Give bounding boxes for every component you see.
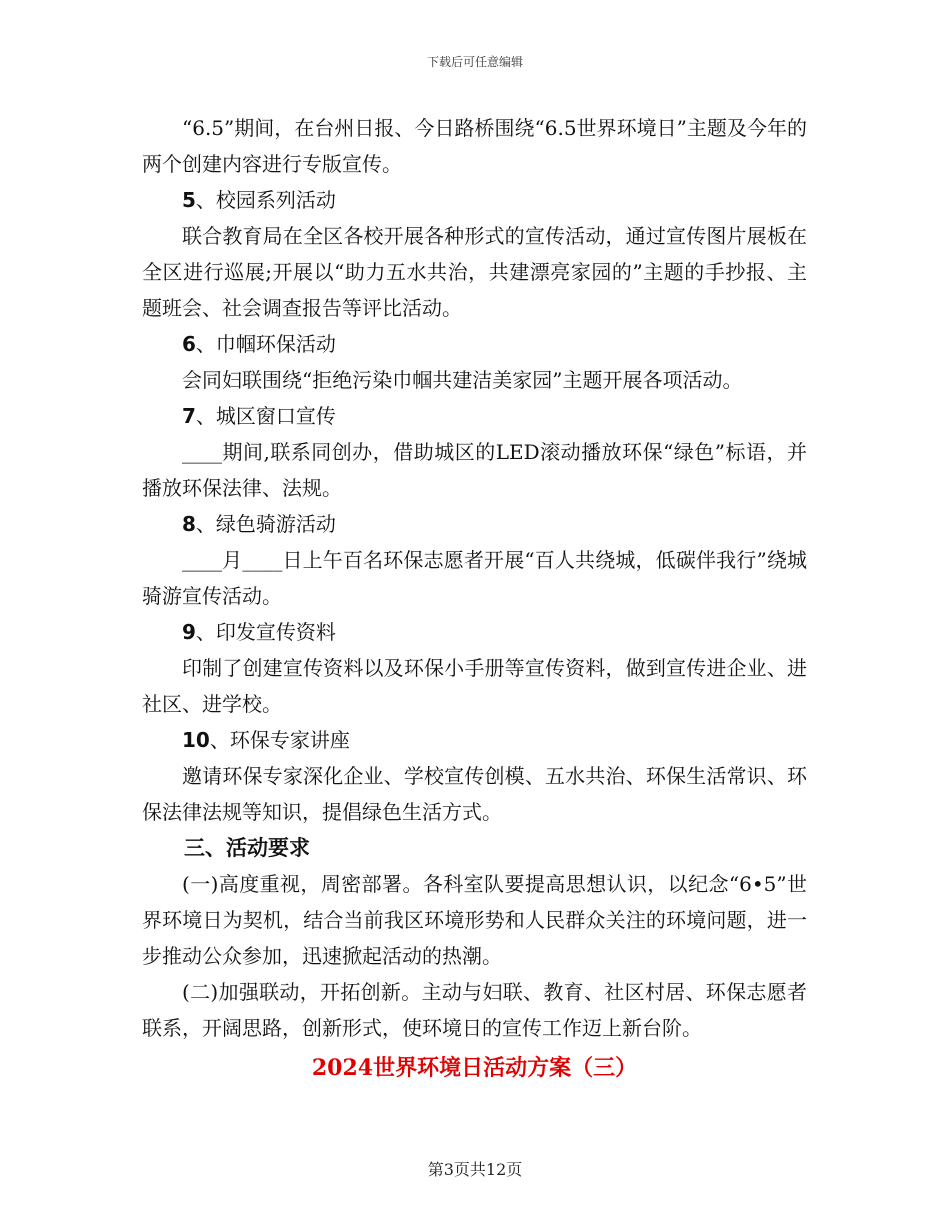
heading-city-window	[142, 398, 807, 434]
paragraph-print-materials: 印制了创建宣传资料以及环保小手册等宣传资料，做到宣传进企业、进社区、进学校。	[142, 656, 807, 716]
section-title-requirements: 三、活动要求	[184, 835, 310, 860]
heading-number: 5	[182, 188, 196, 212]
header-note: 下载后可任意编辑	[426, 55, 523, 69]
paragraph-requirement-2: (二)加强联动，开拓创新。主动与妇联、教育、社区村居、环保志愿者联系，开阔思路，创新形式，使环境日的宣传工作迈上新台阶。	[142, 980, 807, 1040]
heading-number: 9	[182, 620, 196, 644]
heading-number: 6	[182, 332, 196, 356]
heading-text: 、印发宣传资料	[195, 620, 336, 644]
heading-text: 、巾帼环保活动	[195, 332, 336, 356]
heading-green-cycling	[142, 506, 807, 542]
heading-text: 、绿色骑游活动	[195, 512, 336, 536]
paragraph-campus-activities: 联合教育局在全区各校开展各种形式的宣传活动，通过宣传图片展板在全区进行巡展;开展以“助力五水共治，共建漂亮家园的”主题的手抄报、主题班会、社会调查报告等评比活动。	[142, 224, 807, 320]
paragraph-city-window: ____期间,联系同创办，借助城区的LED滚动播放环保“绿色”标语，并播放环保法律、法规。	[142, 440, 807, 500]
document-title: 2024世界环境日活动方案（三）	[311, 1055, 638, 1081]
heading-number: 7	[182, 404, 196, 428]
paragraph-green-cycling: ____月____日上午百名环保志愿者开展“百人共绕城，低碳伴我行”绕城骑游宣传活动。	[142, 548, 807, 608]
paragraph-publicity-newspaper: “6.5”期间，在台州日报、今日路桥围绕“6.5世界环境日”主题及今年的两个创建内容进行专版宣传。	[142, 116, 807, 176]
heading-campus-activities	[142, 182, 807, 218]
paragraph-women-environment: 会同妇联围绕“拒绝污染巾帼共建洁美家园”主题开展各项活动。	[182, 368, 743, 392]
heading-expert-lecture	[142, 722, 807, 758]
heading-women-environment	[142, 326, 807, 362]
heading-number: 10	[182, 728, 210, 752]
heading-text: 、城区窗口宣传	[195, 404, 336, 428]
page-number: 第3页共12页	[427, 1160, 523, 1179]
heading-number: 8	[182, 512, 196, 536]
heading-print-materials	[142, 614, 807, 650]
heading-text: 、校园系列活动	[195, 188, 336, 212]
document-body	[142, 110, 807, 1088]
paragraph-requirement-1: (一)高度重视，周密部署。各科室队要提高思想认识，以纪念“6•5”世界环境日为契机，结合当前我区环境形势和人民群众关注的环境问题，进一步推动公众参加，迅速掀起活动的热潮。	[142, 872, 807, 968]
heading-text: 、环保专家讲座	[209, 728, 350, 752]
paragraph-expert-lecture: 邀请环保专家深化企业、学校宣传创模、五水共治、环保生活常识、环保法律法规等知识，提倡绿色生活方式。	[142, 764, 807, 824]
